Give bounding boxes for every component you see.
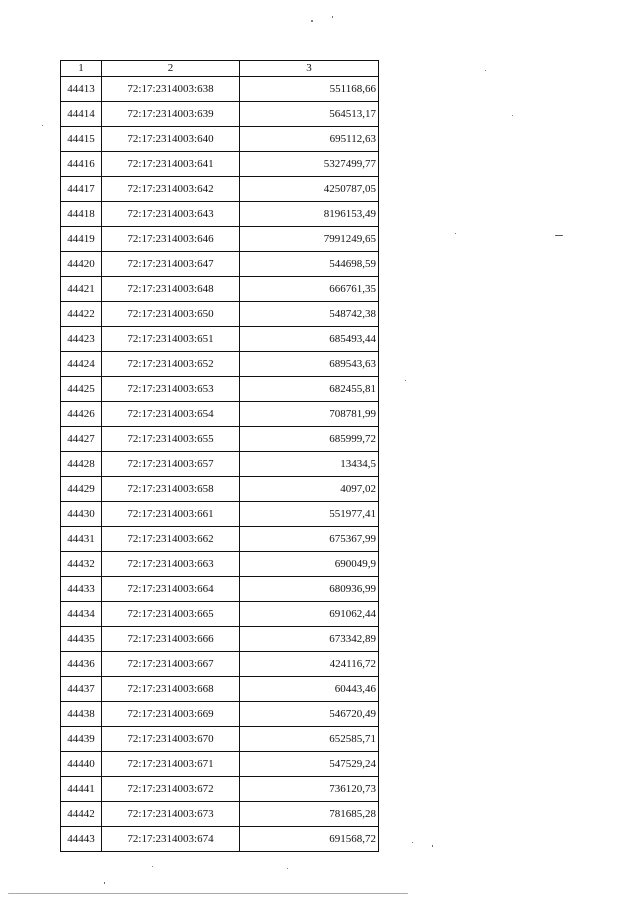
row-number-cell: 44419 [61, 227, 102, 252]
value-cell: 675367,99 [240, 527, 379, 552]
cadastral-number-cell: 72:17:2314003:647 [102, 252, 240, 277]
cadastral-number-cell: 72:17:2314003:652 [102, 352, 240, 377]
row-number-cell: 44428 [61, 452, 102, 477]
cadastral-number-cell: 72:17:2314003:643 [102, 202, 240, 227]
row-number-cell: 44420 [61, 252, 102, 277]
column-header-1: 1 [61, 61, 102, 77]
cadastral-number-cell: 72:17:2314003:662 [102, 527, 240, 552]
cadastral-number-cell: 72:17:2314003:648 [102, 277, 240, 302]
table-row [61, 452, 379, 477]
value-cell: 60443,46 [240, 677, 379, 702]
value-cell: 685999,72 [240, 427, 379, 452]
table-row [61, 227, 379, 252]
value-cell: 544698,59 [240, 252, 379, 277]
row-number-cell: 44429 [61, 477, 102, 502]
table-row [61, 627, 379, 652]
scan-speck [412, 842, 413, 843]
cadastral-number-cell: 72:17:2314003:663 [102, 552, 240, 577]
table-row [61, 752, 379, 777]
cadastral-number-cell: 72:17:2314003:650 [102, 302, 240, 327]
cadastral-number-cell: 72:17:2314003:653 [102, 377, 240, 402]
row-number-cell: 44434 [61, 602, 102, 627]
row-number-cell: 44442 [61, 802, 102, 827]
value-cell: 551168,66 [240, 77, 379, 102]
table-header-row [61, 61, 379, 77]
table-row [61, 402, 379, 427]
table-row [61, 777, 379, 802]
cadastral-number-cell: 72:17:2314003:665 [102, 602, 240, 627]
cadastral-number-cell: 72:17:2314003:646 [102, 227, 240, 252]
cadastral-number-cell: 72:17:2314003:651 [102, 327, 240, 352]
table-row [61, 302, 379, 327]
value-cell: 7991249,65 [240, 227, 379, 252]
scan-speck [42, 125, 43, 126]
row-number-cell: 44415 [61, 127, 102, 152]
value-cell: 424116,72 [240, 652, 379, 677]
table-row [61, 277, 379, 302]
value-cell: 564513,17 [240, 102, 379, 127]
value-cell: 8196153,49 [240, 202, 379, 227]
value-cell: 548742,38 [240, 302, 379, 327]
value-cell: 690049,9 [240, 552, 379, 577]
table-row [61, 77, 379, 102]
value-cell: 673342,89 [240, 627, 379, 652]
table-row [61, 177, 379, 202]
value-cell: 13434,5 [240, 452, 379, 477]
table-row [61, 727, 379, 752]
value-cell: 547529,24 [240, 752, 379, 777]
table-row [61, 377, 379, 402]
cadastral-number-cell: 72:17:2314003:673 [102, 802, 240, 827]
row-number-cell: 44418 [61, 202, 102, 227]
table-body [61, 77, 379, 852]
row-number-cell: 44438 [61, 702, 102, 727]
scan-speck [311, 20, 313, 22]
table-row [61, 502, 379, 527]
row-number-cell: 44427 [61, 427, 102, 452]
row-number-cell: 44416 [61, 152, 102, 177]
row-number-cell: 44435 [61, 627, 102, 652]
cadastral-number-cell: 72:17:2314003:638 [102, 77, 240, 102]
scan-speck [287, 868, 288, 869]
row-number-cell: 44421 [61, 277, 102, 302]
table-row [61, 702, 379, 727]
table-row [61, 577, 379, 602]
scan-speck [104, 882, 105, 884]
table-row [61, 677, 379, 702]
column-header-3: 3 [240, 61, 379, 77]
value-cell: 689543,63 [240, 352, 379, 377]
cadastral-number-cell: 72:17:2314003:672 [102, 777, 240, 802]
row-number-cell: 44424 [61, 352, 102, 377]
row-number-cell: 44439 [61, 727, 102, 752]
value-cell: 652585,71 [240, 727, 379, 752]
value-cell: 666761,35 [240, 277, 379, 302]
value-cell: 695112,63 [240, 127, 379, 152]
cadastral-number-cell: 72:17:2314003:639 [102, 102, 240, 127]
row-number-cell: 44430 [61, 502, 102, 527]
table-row [61, 477, 379, 502]
row-number-cell: 44440 [61, 752, 102, 777]
value-cell: 551977,41 [240, 502, 379, 527]
cadastral-number-cell: 72:17:2314003:668 [102, 677, 240, 702]
table-row [61, 127, 379, 152]
table-row [61, 552, 379, 577]
scan-speck [8, 893, 408, 894]
cadastral-number-cell: 72:17:2314003:669 [102, 702, 240, 727]
value-cell: 682455,81 [240, 377, 379, 402]
row-number-cell: 44422 [61, 302, 102, 327]
cadastral-number-cell: 72:17:2314003:661 [102, 502, 240, 527]
row-number-cell: 44414 [61, 102, 102, 127]
value-cell: 708781,99 [240, 402, 379, 427]
row-number-cell: 44437 [61, 677, 102, 702]
value-cell: 4097,02 [240, 477, 379, 502]
cadastral-number-cell: 72:17:2314003:641 [102, 152, 240, 177]
row-number-cell: 44423 [61, 327, 102, 352]
value-cell: 691062,44 [240, 602, 379, 627]
column-header-2: 2 [102, 61, 240, 77]
row-number-cell: 44413 [61, 77, 102, 102]
row-number-cell: 44432 [61, 552, 102, 577]
table-row [61, 427, 379, 452]
cadastral-number-cell: 72:17:2314003:667 [102, 652, 240, 677]
row-number-cell: 44431 [61, 527, 102, 552]
cadastral-number-cell: 72:17:2314003:671 [102, 752, 240, 777]
row-number-cell: 44426 [61, 402, 102, 427]
cadastral-number-cell: 72:17:2314003:654 [102, 402, 240, 427]
scan-speck [152, 866, 153, 867]
row-number-cell: 44436 [61, 652, 102, 677]
table-row [61, 152, 379, 177]
row-number-cell: 44443 [61, 827, 102, 852]
cadastral-number-cell: 72:17:2314003:666 [102, 627, 240, 652]
cadastral-number-cell: 72:17:2314003:674 [102, 827, 240, 852]
cadastral-number-cell: 72:17:2314003:642 [102, 177, 240, 202]
scan-speck [485, 70, 486, 71]
value-cell: 546720,49 [240, 702, 379, 727]
table-row [61, 602, 379, 627]
scan-speck [455, 233, 456, 234]
table-row [61, 202, 379, 227]
value-cell: 685493,44 [240, 327, 379, 352]
registry-table [60, 60, 379, 852]
table-row [61, 802, 379, 827]
value-cell: 691568,72 [240, 827, 379, 852]
cadastral-number-cell: 72:17:2314003:657 [102, 452, 240, 477]
table-row [61, 102, 379, 127]
table-row [61, 527, 379, 552]
table-row [61, 652, 379, 677]
table-row [61, 252, 379, 277]
scan-speck [432, 845, 433, 847]
table-row [61, 327, 379, 352]
scan-speck [332, 16, 333, 18]
scan-speck [405, 380, 406, 381]
cadastral-number-cell: 72:17:2314003:640 [102, 127, 240, 152]
scan-speck [555, 235, 563, 236]
scan-speck [512, 115, 513, 116]
cadastral-number-cell: 72:17:2314003:664 [102, 577, 240, 602]
value-cell: 5327499,77 [240, 152, 379, 177]
row-number-cell: 44433 [61, 577, 102, 602]
row-number-cell: 44441 [61, 777, 102, 802]
value-cell: 680936,99 [240, 577, 379, 602]
row-number-cell: 44417 [61, 177, 102, 202]
value-cell: 4250787,05 [240, 177, 379, 202]
table-row [61, 352, 379, 377]
cadastral-number-cell: 72:17:2314003:670 [102, 727, 240, 752]
cadastral-number-cell: 72:17:2314003:655 [102, 427, 240, 452]
value-cell: 736120,73 [240, 777, 379, 802]
value-cell: 781685,28 [240, 802, 379, 827]
cadastral-number-cell: 72:17:2314003:658 [102, 477, 240, 502]
row-number-cell: 44425 [61, 377, 102, 402]
table-row [61, 827, 379, 852]
